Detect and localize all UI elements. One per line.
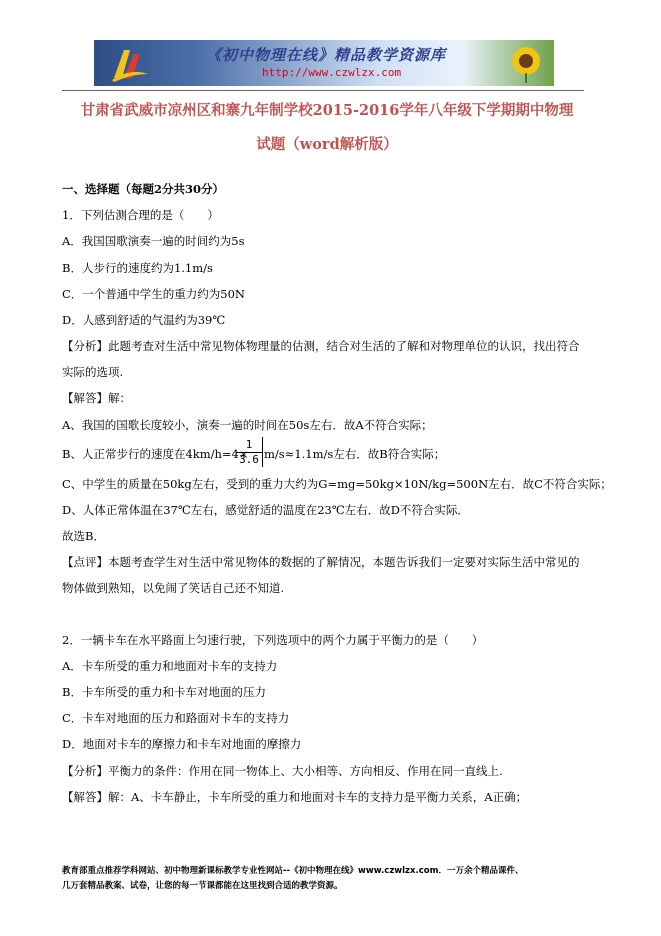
doc-title-line2: 试题（word解析版） [256, 136, 398, 153]
q1-answer-b-suffix: m/s≈1.1m/s左右．故B符合实际； [264, 447, 446, 461]
fraction-divider [262, 437, 263, 467]
q1-option-b: B．人步行的速度约为1.1m/s [62, 261, 213, 275]
q2-option-b: B．卡车所受的重力和卡车对地面的压力 [62, 685, 266, 699]
q1-option-c: C．一个普通中学生的重力约为50N [62, 287, 245, 301]
speed-fraction [236, 438, 262, 467]
q1-analysis-line1: 【分析】此题考查对生活中常见物体物理量的估测，结合对生活的了解和对物理单位的认识，找出符合 [62, 339, 580, 353]
header-rule [62, 90, 584, 91]
q1-answer-d: D、人体正常体温在37℃左右，感觉舒适的温度在23℃左右．故D不符合实际． [62, 503, 469, 517]
q1-answer-heading: 【解答】解： [62, 391, 131, 405]
q2-stem: 2．一辆卡车在水平路面上匀速行驶，下列选项中的两个力属于平衡力的是（ ） [62, 633, 484, 647]
q2-analysis: 【分析】平衡力的条件：作用在同一物体上、大小相等、方向相反、作用在同一直线上. [62, 764, 503, 778]
q1-stem: 1．下列估测合理的是（ ） [62, 208, 219, 222]
q1-answer-a: A、我国的国歌长度较小，演奏一遍的时间在50s左右．故A不符合实际； [62, 418, 433, 432]
header-banner [94, 40, 554, 86]
fraction-numerator: 1 [236, 438, 262, 453]
q2-option-a: A．卡车所受的重力和地面对卡车的支持力 [62, 659, 278, 673]
doc-title-line1: 甘肃省武威市凉州区和寨九年制学校2015-2016学年八年级下学期期中物理 [80, 102, 574, 119]
q1-comment-line2: 物体做到熟知，以免闹了笑话自己还不知道. [62, 581, 285, 595]
q1-answer-b-prefix: B、人正常步行的速度在4km/h=4× [62, 447, 249, 461]
q1-option-d: D．人感到舒适的气温约为39℃ [62, 313, 226, 327]
banner-url[interactable]: http://www.czwlzx.com [262, 66, 402, 79]
q1-option-a: A．我国国歌演奏一遍的时间约为5s [62, 234, 245, 248]
q1-analysis-line2: 实际的选项. [62, 365, 124, 379]
q2-answer: 【解答】解：A、卡车静止，卡车所受的重力和地面对卡车的支持力是平衡力关系，A正确； [62, 790, 528, 804]
footer-line1: 教育部重点推荐学科网站、初中物理新课标教学专业性网站--《初中物理在线》www.czwlzx.com．一万余个精品课件、 [62, 866, 524, 876]
footer-line2: 几万套精品教案、试卷，让您的每一节课都能在这里找到合适的教学资源。 [62, 881, 343, 891]
q1-answer-c: C、中学生的质量在50kg左右，受到的重力大约为G=mg=50kg×10N/kg=500N左右．故C不符合实际； [62, 477, 612, 491]
q2-option-d: D．地面对卡车的摩擦力和卡车对地面的摩擦力 [62, 737, 302, 751]
section-heading: 一、选择题（每题2分共30分） [62, 182, 225, 196]
fraction-denominator: 3.6 [239, 453, 259, 466]
q2-option-c: C．卡车对地面的压力和路面对卡车的支持力 [62, 711, 290, 725]
site-logo-icon [110, 44, 150, 82]
q1-comment-line1: 【点评】本题考查学生对生活中常见物体的数据的了解情况，本题告诉我们一定要对实际生活中常见的 [62, 555, 580, 569]
q1-choice: 故选B． [62, 529, 105, 543]
sunflower-icon [504, 43, 548, 83]
banner-title: 《初中物理在线》精品教学资源库 [206, 46, 447, 64]
